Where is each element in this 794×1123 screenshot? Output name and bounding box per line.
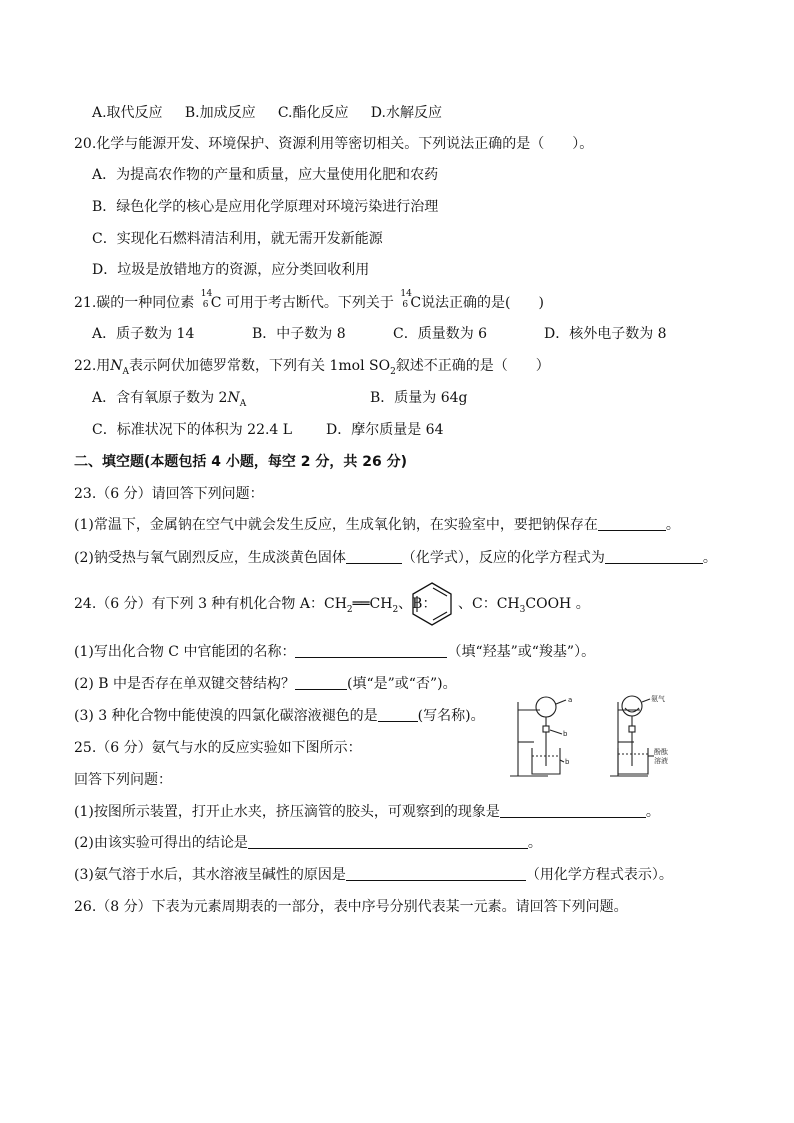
q22-option-d: D．摩尔质量是 64 bbox=[326, 422, 444, 438]
q24-part1: (1)写出化合物 C 中官能团的名称： （填“羟基”或“羧基”）。 bbox=[74, 644, 596, 660]
q21-option-c: C．质量数为 6 bbox=[393, 326, 488, 342]
q25-part2: (2)由该实验可得出的结论是 。 bbox=[74, 835, 542, 851]
q26-stem: 26.（8 分）下表为元素周期表的一部分，表中序号分别代表某一元素。请回答下列问题。 bbox=[74, 899, 628, 915]
q22-option-c: C．标准状况下的体积为 22.4 L bbox=[92, 422, 293, 438]
q24-part3: (3) 3 种化合物中能使溴的四氯化碳溶液褪色的是 (写名称)。 bbox=[74, 708, 485, 724]
benzene-structure bbox=[409, 580, 455, 628]
q21-option-b: B．中子数为 8 bbox=[252, 326, 346, 342]
answer-blank[interactable] bbox=[295, 675, 347, 690]
q20-option-d: D．垃圾是放错地方的资源，应分类回收利用 bbox=[92, 262, 370, 278]
q20-option-b: B．绿色化学的核心是应用化学原理对环境污染进行治理 bbox=[92, 199, 439, 215]
answer-blank[interactable] bbox=[605, 549, 703, 564]
q25-part3: (3)氨气溶于水后，其水溶液呈碱性的原因是 （用化学方程式表示）。 bbox=[74, 867, 673, 883]
q22-option-b: B．质量为 64g bbox=[370, 390, 468, 406]
answer-blank[interactable] bbox=[295, 643, 447, 658]
q24-stem-tail: 、C：$CH_3COOH$ 。 bbox=[458, 596, 590, 615]
q19-option-c: C.酯化反应 bbox=[277, 105, 349, 121]
figure-label-solution: 溶液 bbox=[654, 757, 668, 765]
q25-part1: (1)按图所示装置，打开止水夹，挤压滴管的胶头，可观察到的现象是 。 bbox=[74, 804, 660, 820]
q24-part2: (2) B 中是否存在单双键交替结构？ (填“是”或“否”)。 bbox=[74, 676, 457, 692]
q21-option-a: A．质子数为 14 bbox=[92, 326, 195, 342]
q20-stem: 20.化学与能源开发、环境保护、资源利用等密切相关。下列说法正确的是（ ）。 bbox=[74, 136, 594, 152]
q23-part2: (2)钠受热与氧气剧烈反应，生成淡黄色固体 （化学式），反应的化学方程式为 。 bbox=[74, 550, 717, 566]
figure-label-phenolphthalein: 酚酞 bbox=[654, 748, 668, 756]
q19-option-d: D.水解反应 bbox=[370, 105, 442, 121]
answer-blank[interactable] bbox=[346, 866, 526, 881]
answer-blank[interactable] bbox=[346, 549, 402, 564]
q21-stem: 21.碳的一种同位素 14 6 C 可用于考古断代。下列关于 14 6 C说法正确的是( ) bbox=[74, 289, 544, 311]
ammonia-fountain-figure bbox=[508, 690, 680, 780]
answer-blank[interactable] bbox=[248, 834, 528, 849]
isotope-c14: 14 6 bbox=[400, 289, 412, 310]
q20-option-c: C．实现化石燃料清洁利用，就无需开发新能源 bbox=[92, 231, 383, 247]
q25-answer-heading: 回答下列问题： bbox=[74, 772, 172, 788]
figure-label-ammonia: 氨气 bbox=[651, 695, 665, 703]
q19-options bbox=[92, 104, 442, 122]
q23-part1: (1)常温下，金属钠在空气中就会发生反应，生成氧化钠，在实验室中，要把钠保存在 。 bbox=[74, 517, 680, 533]
answer-blank[interactable] bbox=[378, 707, 418, 722]
q20-option-a: A．为提高农作物的产量和质量，应大量使用化肥和农药 bbox=[92, 167, 439, 183]
q21-option-d: D．核外电子数为 8 bbox=[544, 326, 667, 342]
figure-label-b2: b bbox=[565, 758, 570, 766]
isotope-c14: 14 6 bbox=[200, 289, 213, 310]
answer-blank[interactable] bbox=[500, 803, 646, 818]
section-heading: 二、填空题(本题包括 4 小题，每空 2 分，共 26 分) bbox=[74, 454, 408, 470]
q19-option-a: A.取代反应 bbox=[92, 105, 163, 121]
answer-blank[interactable] bbox=[598, 516, 666, 531]
figure-label-a: a bbox=[568, 696, 573, 704]
q22-stem: 22.用$N_A$表示阿伏加德罗常数，下列有关 1mol $SO_2$叙述不正确的是（ ） bbox=[74, 358, 550, 377]
q22-option-a: A．含有氧原子数为 $2N_A$ bbox=[92, 390, 247, 409]
q23-stem: 23.（6 分）请回答下列问题： bbox=[74, 486, 264, 502]
q24-stem: 24.（6 分）有下列 3 种有机化合物 A：$CH_2══CH_2$、B： bbox=[74, 596, 437, 615]
q25-stem: 25.（6 分）氨气与水的反应实验如下图所示： bbox=[74, 740, 362, 756]
q19-option-b: B.加成反应 bbox=[184, 105, 256, 121]
figure-label-b1: b bbox=[563, 730, 568, 738]
